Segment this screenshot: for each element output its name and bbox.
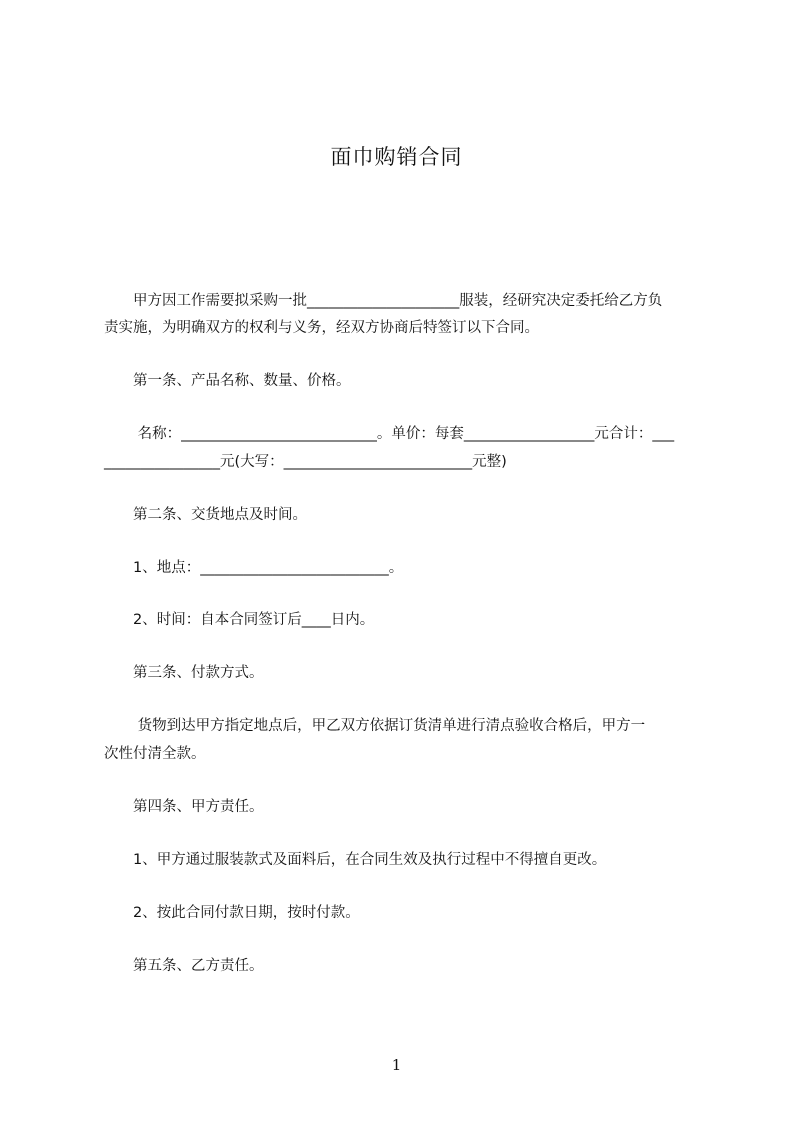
total-amount-line: ________________元(大写：__________________________元整) xyxy=(104,454,507,470)
party-a-duty-1: 1、甲方通过服装款式及面料后，在合同生效及执行过程中不得擅自更改。 xyxy=(104,852,607,868)
delivery-time-line: 2、时间：自本合同签订后____日内。 xyxy=(104,612,375,628)
intro-line-2: 责实施，为明确双方的权利与义务，经双方协商后特签订以下合同。 xyxy=(104,320,539,336)
payment-line-2: 次性付清全款。 xyxy=(104,746,206,762)
payment-line-1: 货物到达甲方指定地点后，甲乙双方依据订货清单进行清点验收合格后，甲方一 xyxy=(104,718,646,734)
article-3-heading: 第三条、付款方式。 xyxy=(104,665,264,681)
document-title: 面巾购销合同 xyxy=(330,145,463,169)
article-2-heading: 第二条、交货地点及时间。 xyxy=(104,507,307,523)
article-5-heading: 第五条、乙方责任。 xyxy=(104,958,264,974)
article-1-heading: 第一条、产品名称、数量、价格。 xyxy=(104,373,351,389)
party-a-duty-2: 2、按此合同付款日期，按时付款。 xyxy=(104,905,360,921)
delivery-location-line: 1、地点：__________________________。 xyxy=(104,560,404,576)
product-name-price-line: 名称：___________________________。单价：每套__________________元合计：___ xyxy=(104,426,675,442)
article-4-heading: 第四条、甲方责任。 xyxy=(104,799,264,815)
page-number: 1 xyxy=(391,1056,402,1074)
intro-line-1: 甲方因工作需要拟采购一批_____________________服装，经研究决定委托给乙方负 xyxy=(104,293,663,309)
